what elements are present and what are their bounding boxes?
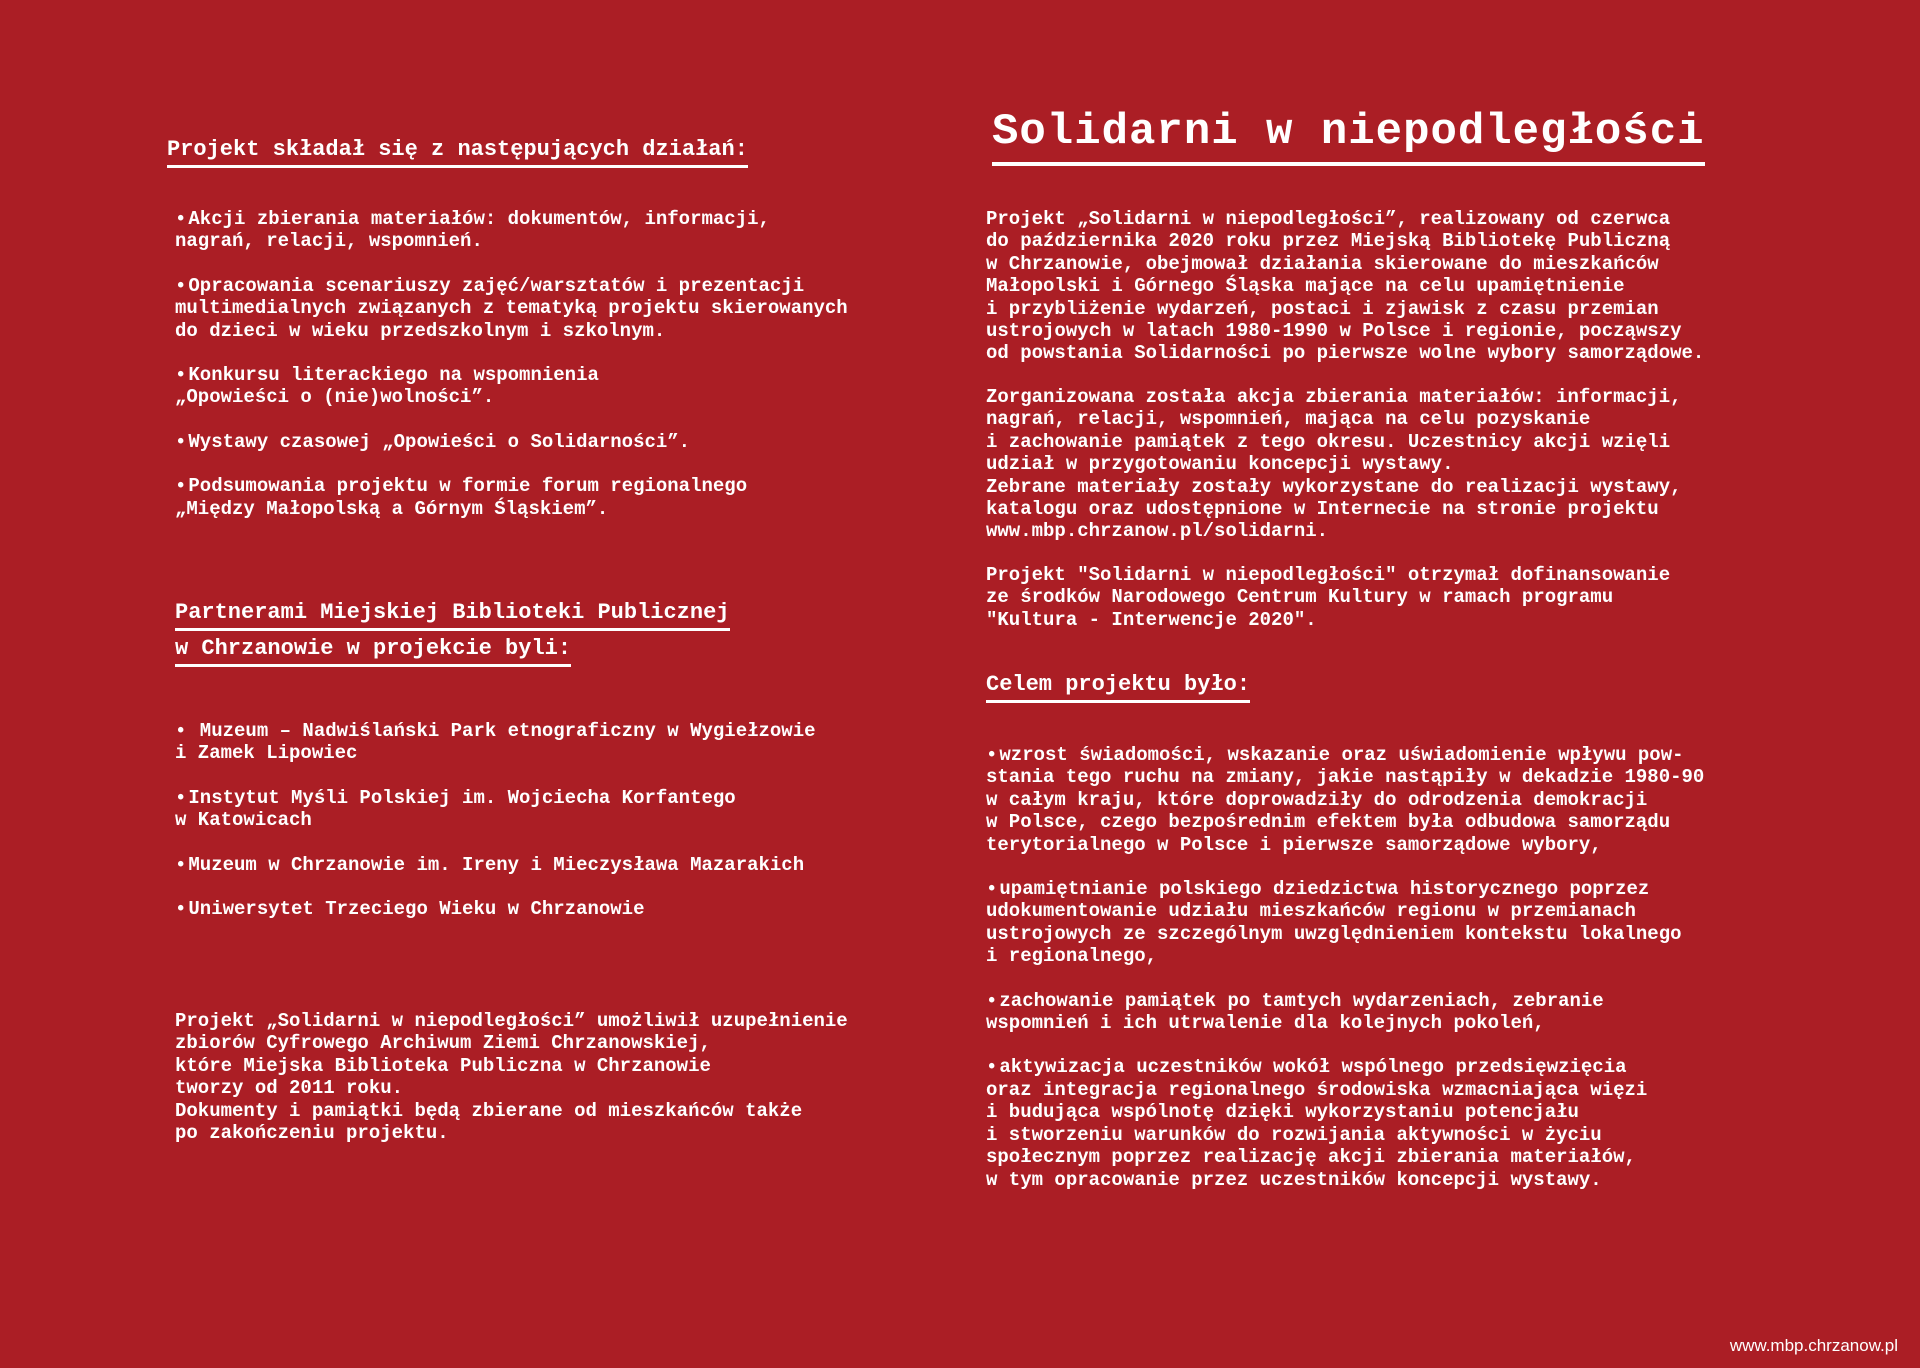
list-item: • Muzeum w Chrzanowie im. Ireny i Mieczysława Mazarakich: [175, 854, 975, 876]
list-item: • Uniwersytet Trzeciego Wieku w Chrzanowie: [175, 898, 975, 920]
partners-list: [175, 720, 975, 942]
activities-list: [175, 208, 975, 542]
list-item: • Muzeum – Nadwiślański Park etnograficzny w Wygiełzowie i Zamek Lipowiec: [175, 720, 975, 765]
intro-paragraph-1: Projekt „Solidarni w niepodległości”, realizowany od czerwca do października 2020 roku przez Miejską Bibliotekę Publiczną w Chrzanowie, obejmował działania skierowane do mieszkańców Małopolski i Górnego Śląska mające na celu upamiętnienie i przybliżenie wydarzeń, postaci i zjawisk z czasu przemian ustrojowych w latach 1980-1990 w Polsce i regionie, począwszy od powstania Solidarności po pierwsze wolne wybory samorządowe.: [986, 208, 1705, 365]
list-item: • wzrost świadomości, wskazanie oraz uświadomienie wpływu pow- stania tego ruchu na zmiany, jakie nastąpiły w dekadzie 1980-90 w całym kraju, które doprowadziły do odrodzenia demokracji w Polsce, czego bezpośrednim efektem była odbudowa samorządu terytorialnego w Polsce i pierwsze samorządowe wybory,: [986, 744, 1866, 856]
list-item: • upamiętnianie polskiego dziedzictwa historycznego poprzez udokumentowanie udziału mieszkańców regionu w przemianach ustrojowych ze szczególnym uwzględnieniem kontekstu lokalnego i regionalnego,: [986, 878, 1866, 968]
page-title: Solidarni w niepodległości: [992, 106, 1705, 166]
goals-heading: Celem projektu było:: [986, 672, 1250, 703]
list-item: • Opracowania scenariuszy zajęć/warsztatów i prezentacji multimedialnych związanych z tematyką projektu skierowanych do dzieci w wieku przedszkolnym i szkolnym.: [175, 275, 975, 342]
list-item: • Konkursu literackiego na wspomnienia „Opowieści o (nie)wolności”.: [175, 364, 975, 409]
intro-paragraph-2: Zorganizowana została akcja zbierania materiałów: informacji, nagrań, relacji, wspomnień, mająca na celu pozyskanie i zachowanie pamiątek z tego okresu. Uczestnicy akcji wzięli udział w przygotowaniu koncepcji wystawy. Zebrane materiały zostały wykorzystane do realizacji wystawy, katalogu oraz udostępnione w Internecie na stronie projektu www.mbp.chrzanow.pl/solidarni.: [986, 386, 1682, 543]
partners-heading-line2: w Chrzanowie w projekcie byli:: [175, 636, 571, 667]
goals-list: [986, 744, 1866, 1213]
list-item: • Podsumowania projektu w formie forum regionalnego „Między Małopolską a Górnym Śląskiem”.: [175, 475, 975, 520]
closing-paragraph: Projekt „Solidarni w niepodległości” umożliwił uzupełnienie zbiorów Cyfrowego Archiwum Ziemi Chrzanowskiej, które Miejska Biblioteka Publiczna w Chrzanowie tworzy od 2011 roku. Dokumenty i pamiątki będą zbierane od mieszkańców także po zakończeniu projektu.: [175, 1010, 848, 1145]
list-item: • Akcji zbierania materiałów: dokumentów, informacji, nagrań, relacji, wspomnień.: [175, 208, 975, 253]
list-item: • zachowanie pamiątek po tamtych wydarzeniach, zebranie wspomnień i ich utrwalenie dla kolejnych pokoleń,: [986, 990, 1866, 1035]
partners-heading-line1: Partnerami Miejskiej Biblioteki Publicznej: [175, 600, 730, 631]
footer-url: www.mbp.chrzanow.pl: [1729, 1336, 1898, 1355]
activities-heading: Projekt składał się z następujących działań:: [167, 137, 748, 168]
list-item: • Wystawy czasowej „Opowieści o Solidarności”.: [175, 431, 975, 453]
intro-paragraph-3: Projekt "Solidarni w niepodległości" otrzymał dofinansowanie ze środków Narodowego Centrum Kultury w ramach programu "Kultura - Interwencje 2020".: [986, 564, 1671, 631]
list-item: • Instytut Myśli Polskiej im. Wojciecha Korfantego w Katowicach: [175, 787, 975, 832]
list-item: • aktywizacja uczestników wokół wspólnego przedsięwzięcia oraz integracja regionalnego środowiska wzmacniająca więzi i budująca wspólnotę dzięki wykorzystaniu potencjału i stworzeniu warunków do rozwijania aktywności w życiu społecznym poprzez realizację akcji zbierania materiałów, w tym opracowanie przez uczestników koncepcji wystawy.: [986, 1056, 1866, 1190]
